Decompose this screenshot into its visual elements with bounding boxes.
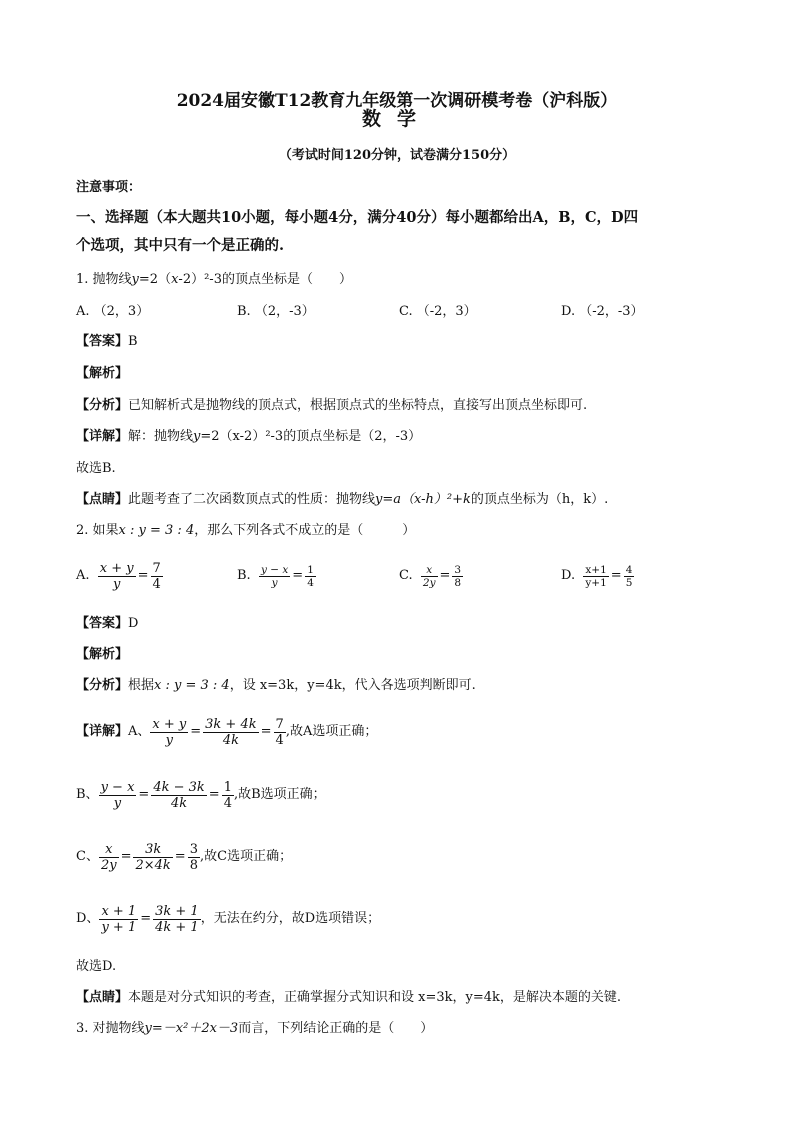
q1-option-c: C. （-2，3）	[399, 304, 477, 319]
q2-detail-c-frac1-den: 2y	[100, 857, 117, 873]
q2-option-c: C. $\frac{x}{2y}$ = $\frac{3}{8}$	[399, 563, 462, 589]
q1-fenxi	[76, 398, 587, 414]
q2-dianjing-text: 本题是对分式知识的考查，正确掌握分式知识和设 x=3k，y=4k，是解决本题的关键.	[128, 990, 622, 1005]
q2-detail-a-frac2-num: 3k + 4k	[205, 716, 257, 732]
q2-option-a-lhs-den: y	[113, 576, 121, 592]
q2-detail-c-tail: ,故C选项正确；	[199, 849, 293, 864]
q1-stem-y: y	[131, 272, 139, 287]
q2-detail-c-frac3-den: 8	[189, 857, 198, 873]
q1-fenxi-tag: 【分析】	[76, 398, 129, 413]
q2-fenxi-ratio: x : y = 3 : 4	[154, 678, 230, 693]
q2-detail-d-label: D、	[76, 911, 100, 926]
q2-stem-ratio: x : y = 3 : 4	[118, 523, 195, 538]
section1-heading-line2: 个选项，其中只有一个是正确的.	[76, 237, 285, 254]
q1-answer-value: B	[128, 334, 138, 349]
q2-detail-c: C、 $\frac{x}{2y}$ = $\frac{3k}{2\times 4k}$ = $\frac{3}{8}$ ,故C选项正确；	[76, 841, 293, 873]
q2-detail-b-frac1-num: y − x	[100, 779, 135, 795]
q1-xiangjie-post: =2（x-2）²-3的顶点坐标是（2，-3）	[200, 429, 422, 444]
q2-stem-pre: 2. 如果	[76, 523, 119, 538]
notice-label: 注意事项：	[76, 180, 142, 195]
q2-option-b-lhs-den: y	[271, 576, 278, 589]
q1-stem-mid: =2（	[138, 272, 172, 287]
q2-detail-d: D、 $\frac{x + 1}{y + 1}$ = $\frac{3k + 1}{4k + 1}$ ，无法在约分，故D选项错误；	[76, 903, 381, 935]
q2-detail-c-frac3	[188, 842, 200, 873]
q3-stem-post: 而言，下列结论正确的是（ ）	[238, 1021, 434, 1036]
q2-answer-value: D	[128, 616, 139, 631]
q2-dianjing	[76, 990, 621, 1006]
q2-option-d-label: D.	[561, 568, 576, 583]
q1-stem-pre: 1. 抛物线	[76, 272, 132, 287]
section1-heading-line1: 一、选择题（本大题共10小题，每小题4分，满分40分）每小题都给出A，B，C，D四	[76, 209, 639, 226]
q2-detail-a-frac3-den: 4	[275, 732, 284, 748]
q2-option-b-lhs	[259, 564, 290, 589]
q2-detail-a-tail: ,故A选项正确；	[285, 724, 378, 739]
q2-option-c-rhs-num: 3	[454, 563, 462, 576]
q2-option-b-label: B.	[237, 568, 251, 583]
exam-info: （考试时间120分钟，试卷满分150分）	[278, 148, 516, 163]
q1-option-b: B. （2，-3）	[237, 304, 315, 319]
q2-option-b-rhs	[305, 564, 316, 589]
q2-detail-b-frac3-num: 1	[223, 779, 232, 795]
q2-option-a-lhs-num: x + y	[99, 560, 134, 576]
q1-stem-x: x	[171, 272, 179, 287]
q2-detail-c-frac2-num: 3k	[133, 842, 172, 858]
q2-option-d-lhs-num: x+1	[583, 564, 608, 577]
q2-fenxi-pre: 根据	[128, 678, 155, 693]
q2-detail-b-label: B、	[76, 787, 99, 802]
q2-detail-d-frac1-num: x + 1	[99, 904, 138, 920]
q2-detail-b-frac2-den: 4k	[170, 795, 188, 811]
q1-option-a: A. （2，3）	[76, 304, 150, 319]
q3-stem-pre: 3. 对抛物线	[76, 1021, 145, 1036]
q2-stem-post: ，那么下列各式不成立的是（ ）	[194, 523, 416, 538]
q2-analysis-tag: 【解析】	[76, 647, 129, 662]
q2-detail-a: 【详解】 A、 $\frac{x + y}{y}$ = $\frac{3k + 4k}{4k}$ = $\frac{7}{4}$ ,故A选项正确；	[76, 716, 378, 748]
q1-xiangjie	[76, 429, 421, 445]
q2-dianjing-tag: 【点睛】	[76, 990, 129, 1005]
q1-xiangjie-pre: 解：抛物线	[128, 429, 194, 444]
q1-stem-post: -2）²-3的顶点坐标是（ ）	[178, 272, 352, 287]
q2-option-a-label: A.	[76, 568, 90, 583]
q2-detail-a-frac2-den: 4k	[222, 732, 239, 748]
q2-detail-d-frac2	[153, 904, 201, 935]
q2-option-a: A. $\frac{x + y}{y}$ = $\frac{7}{4}$	[76, 560, 161, 592]
q1-xiangjie-y: y	[193, 429, 201, 444]
q2-detail-c-frac2	[133, 842, 172, 873]
q2-option-b-lhs-num: y − x	[260, 563, 289, 576]
q2-detail-b-frac2	[151, 780, 206, 811]
q2-detail-b-frac1-den: y	[113, 795, 122, 811]
q1-dianjing-tag: 【点睛】	[76, 492, 129, 507]
q2-option-c-lhs-num: x	[421, 564, 438, 577]
q2-fenxi	[76, 678, 476, 694]
q2-detail-c-frac1-num: x	[99, 842, 119, 858]
q2-option-d-rhs-den: 5	[625, 576, 633, 589]
q2-option-c-rhs	[452, 564, 463, 589]
q2-detail-d-frac1	[99, 904, 138, 935]
q2-option-d-rhs	[624, 564, 635, 589]
q1-fenxi-text: 已知解析式是抛物线的顶点式，根据顶点式的坐标特点，直接写出顶点坐标即可.	[128, 398, 588, 413]
q2-detail-b: B、 $\frac{y - x}{y}$ = $\frac{4k - 3k}{4k}$ = $\frac{1}{4}$ ,故B选项正确；	[76, 779, 326, 811]
q2-detail-b-tail: ,故B选项正确；	[233, 787, 326, 802]
q2-option-a-lhs	[98, 561, 136, 592]
q1-dianjing-pre: 此题考查了二次函数顶点式的性质：抛物线	[128, 492, 376, 507]
q2-option-d-lhs	[583, 564, 608, 589]
q2-detail-a-frac1-num: x + y	[152, 716, 187, 732]
q2-conclusion: 故选D.	[76, 959, 117, 974]
q3-stem	[76, 1021, 433, 1037]
q2-detail-c-label: C、	[76, 849, 99, 864]
q2-detail-a-label: A、	[128, 724, 151, 739]
q2-detail-a-frac2	[203, 717, 258, 748]
q2-detail-a-frac3-num: 7	[275, 716, 284, 732]
q2-detail-d-frac2-den: 4k + 1	[155, 919, 199, 935]
q1-stem	[76, 272, 352, 288]
q2-detail-b-frac3-den: 4	[223, 795, 232, 811]
q2-detail-b-frac2-num: 4k − 3k	[153, 779, 205, 795]
q2-option-a-rhs-num: 7	[152, 560, 161, 576]
q2-option-b: B. $\frac{y - x}{y}$ = $\frac{1}{4}$	[237, 563, 314, 589]
q2-answer-tag: 【答案】	[76, 616, 129, 631]
subject-heading: 数学	[361, 108, 432, 130]
q2-option-c-lhs	[421, 564, 438, 589]
q2-option-d-rhs-num: 4	[625, 563, 633, 576]
q1-xiangjie-tag: 【详解】	[76, 429, 129, 444]
q2-detail-a-frac1-den: y	[165, 732, 173, 748]
q2-detail-d-frac2-num: 3k + 1	[155, 903, 199, 919]
q1-conclusion: 故选B.	[76, 461, 116, 476]
q2-detail-a-frac1	[150, 717, 188, 748]
q1-answer-tag: 【答案】	[76, 334, 129, 349]
q1-analysis-tag: 【解析】	[76, 366, 129, 381]
q2-option-a-rhs	[151, 561, 163, 592]
q1-dianjing	[76, 492, 608, 508]
q3-stem-formula: y=－x²＋2x－3	[144, 1021, 239, 1036]
q1-dianjing-formula: y=a（x-h）²+k	[375, 492, 471, 507]
q2-fenxi-post: ，设 x=3k，y=4k，代入各选项判断即可.	[229, 678, 476, 693]
q2-detail-c-frac3-num: 3	[189, 841, 198, 857]
q2-option-a-rhs-den: 4	[152, 576, 161, 592]
q2-option-d: D. $\frac{x+1}{y+1}$ = $\frac{4}{5}$	[561, 563, 633, 589]
q2-option-b-rhs-num: 1	[307, 563, 314, 576]
q2-detail-a-frac3	[274, 717, 286, 748]
q2-option-b-rhs-den: 4	[307, 576, 314, 589]
q2-fenxi-tag: 【分析】	[76, 678, 129, 693]
q2-detail-c-frac1	[99, 842, 119, 873]
q2-detail-d-frac1-den: y + 1	[101, 919, 137, 935]
exam-title: 2024届安徽T12教育九年级第一次调研模考卷（沪科版）	[176, 91, 618, 111]
q2-xiangjie-tag: 【详解】	[76, 724, 129, 739]
q2-detail-c-frac2-den: 2×4k	[135, 857, 171, 873]
q2-detail-d-tail: ，无法在约分，故D选项错误；	[200, 911, 381, 926]
q2-answer	[76, 616, 138, 632]
q2-option-d-lhs-den: y+1	[585, 576, 607, 589]
q1-dianjing-post: 的顶点坐标为（h，k）.	[470, 492, 609, 507]
q2-detail-b-frac3	[222, 780, 234, 811]
q2-stem	[76, 523, 415, 539]
q1-answer	[76, 334, 138, 350]
q2-option-c-lhs-den: 2y	[422, 576, 436, 589]
q2-option-c-rhs-den: 8	[454, 576, 462, 589]
q2-option-c-label: C.	[399, 568, 413, 583]
q1-option-d: D. （-2，-3）	[561, 304, 644, 319]
q2-detail-b-frac1	[99, 780, 137, 811]
